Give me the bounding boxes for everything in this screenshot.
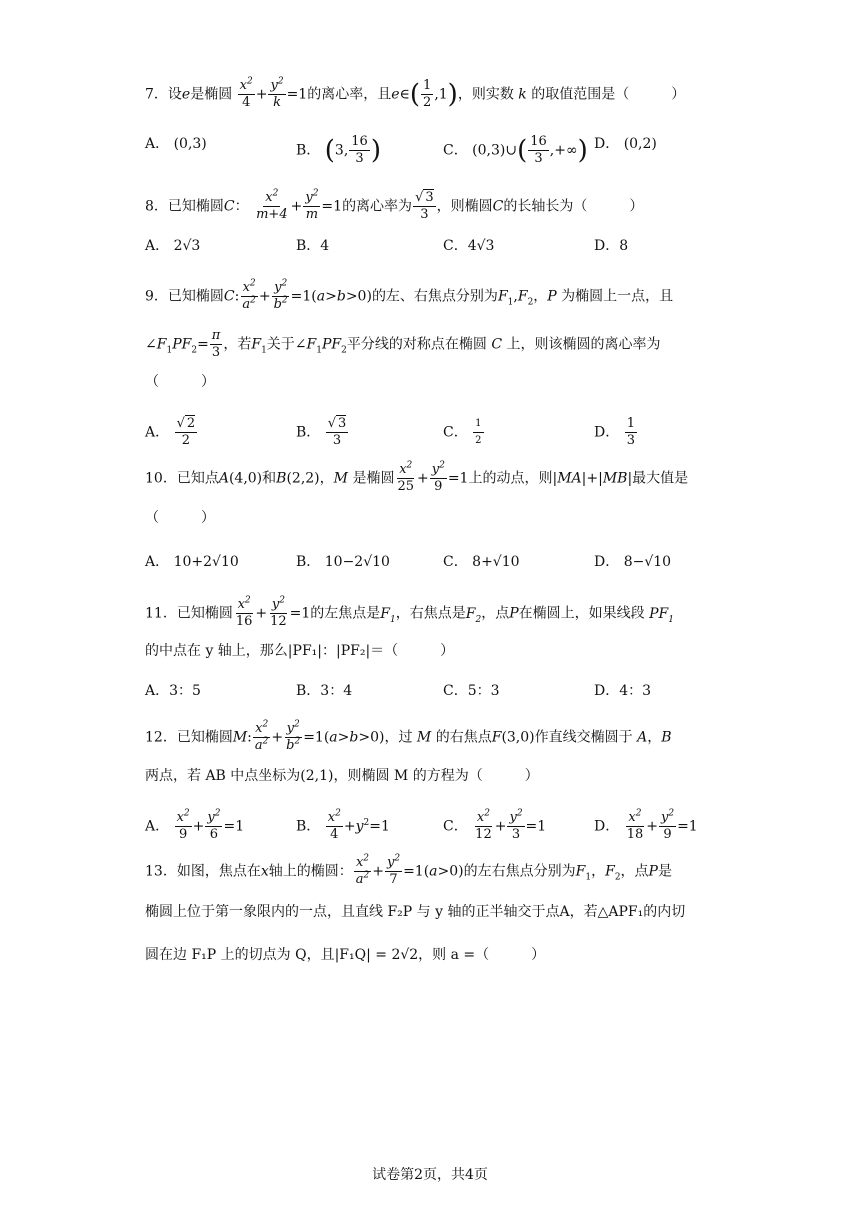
q9-text: ，若 [223, 336, 252, 353]
question-9-line2: $\angle F_1PF_2=$ $\frac{\pi}{3}$ ，若$F_1$关于$\angle F_1PF_2$平分线的对称点在椭圆 C 上，则该椭圆的离心率为 [145, 328, 661, 360]
q12-text: 两点，若 AB 中点坐标为(2,1)，则椭圆 M 的方程为（ ） [145, 768, 539, 784]
q8-c: C [223, 198, 235, 215]
opt-value: 10+2√10 [173, 554, 239, 570]
question-8-stem: 8．已知椭圆C： $\frac{x^2}{m+4}$ + $\frac{y^2}{m}$ =1的离心率为 $\frac{√ 3}{3}$ ，则椭圆C的长轴长为（ ） [145, 188, 644, 222]
q10-option-a[interactable] [145, 552, 239, 572]
q9-angle: $\frac{\pi}{3}$ [211, 328, 221, 360]
opt-value: 3, [334, 142, 349, 159]
opt-value: (0,3)∪ [472, 142, 518, 159]
page-footer: 试卷第2页，共4页 [372, 1167, 488, 1183]
q12-option-d[interactable]: D． $\frac{x^2}{18}$ + $\frac{y^2}{9}$ =1 [594, 808, 698, 842]
question-9-line1: 9．已知椭圆C: $\frac{x^2}{a^2}$ + $\frac{y^2}{b^2}$ =1(a>b>0)的左、右焦点分别为$F_1,F_2$，P 为椭圆上一点，且 [145, 278, 674, 312]
question-12-line2 [145, 766, 539, 786]
q9-text: 为椭圆上一点，且 [561, 288, 674, 305]
q9-option-a[interactable]: A． $\frac{√ 2}{2}$ [145, 416, 196, 448]
opt-label: A． [145, 424, 170, 441]
q7-k: k [518, 86, 527, 103]
opt-value: 3：4 [320, 683, 353, 699]
q13-text: 圆在边 F₁P 上的切点为 Q，且|F₁Q| = 2√2，则 a =（ ） [145, 947, 546, 963]
opt-label: C． [443, 424, 468, 441]
opt-value: 10−2√10 [324, 554, 390, 570]
q8-tail: ，则椭圆 [436, 198, 493, 215]
opt-label: A． [145, 554, 170, 570]
opt-label: C． [443, 238, 468, 254]
opt-value: 4：3 [619, 683, 652, 699]
q9-text: （ ） [145, 374, 215, 390]
q13-text: 是 [657, 863, 672, 880]
q11-option-d[interactable] [594, 681, 651, 701]
q8-c2: C [492, 198, 504, 215]
opt-value: 5：3 [467, 683, 500, 699]
q8-ecc: $\frac{√ 3}{3}$ [415, 190, 434, 222]
q9-text: 关于 [266, 336, 295, 353]
q9-text: 平分线的对称点在椭圆 [346, 336, 487, 353]
question-9-line3 [145, 372, 215, 392]
question-10-line2 [145, 508, 215, 528]
q10-text: 上的动点，则 [468, 470, 553, 487]
question-13-line1: 13．如图，焦点在x轴上的椭圆： $\frac{x^2}{a^2}$ + $\frac{y^2}{7}$ =1(a>0)的左右焦点分别为$F_1$，$F_2$，点P是 [145, 853, 672, 887]
opt-label: D． [594, 683, 620, 699]
q12-text: 的右焦点 [435, 729, 492, 746]
opt-value: 4 [320, 238, 330, 254]
q9-text: 上，则该椭圆的离心率为 [506, 336, 661, 353]
q13-text: 的左右焦点分别为 [463, 863, 576, 880]
q7-option-d[interactable] [594, 134, 657, 154]
q7-lead: 7．设 [145, 86, 182, 103]
q7-rate: 的离心率，且 [307, 86, 392, 103]
opt-label: A． [145, 136, 170, 152]
question-10-line1: 10．已知点A(4,0)和B(2,2)，M 是椭圆 $\frac{x^2}{25}$ + $\frac{y^2}{9}$ =1上的动点，则|MA|+|MB|最大值是 [145, 460, 689, 494]
q9-text: 的左、右焦点分别为 [371, 288, 498, 305]
q11-text: 的左焦点是 [310, 605, 381, 622]
opt-value: 8−√10 [623, 554, 672, 570]
q11-option-b[interactable] [296, 681, 352, 701]
opt-label: A． [145, 683, 170, 699]
question-12-line1: 12．已知椭圆M: $\frac{x^2}{a^2}$ + $\frac{y^2}{b^2}$ =1(a>b>0)，过 M 的右焦点F(3,0)作直线交椭圆于 A，B [145, 719, 672, 753]
q7-option-a[interactable] [145, 134, 207, 154]
q9-text: ， [533, 288, 548, 305]
q8-option-c[interactable] [443, 236, 494, 256]
q7-range: ，则实数 [457, 86, 514, 103]
q12-text: 作直线交椭圆于 [534, 729, 633, 746]
q8-option-b[interactable] [296, 236, 329, 256]
question-7-stem: 7．设e是椭圆 $\frac{x^2}{4}$ + $\frac{y^2}{k}$ =1的离心率，且e∈( $\frac{1}{2}$ ,1)，则实数 k 的取值范围是（ ） [145, 76, 686, 110]
q11-text: 的中点在 y 轴上，那么|PF₁|：|PF₂|＝（ ） [145, 643, 455, 659]
q13-text: 轴上的椭圆： [268, 863, 353, 880]
opt-label: C． [443, 818, 468, 835]
opt-value: 8 [619, 238, 629, 254]
question-13-line3 [145, 945, 545, 965]
opt-label: C． [443, 142, 468, 159]
q8-lead: 8．已知椭圆 [145, 198, 224, 215]
q13-text: 椭圆上位于第一象限内的一点，且直线 F₂P 与 y 轴的正半轴交于点A，若△APF₁的内切 [145, 904, 686, 920]
question-13-line2 [145, 902, 685, 922]
q7-eq: =1 [286, 86, 308, 103]
q12-text: ，过 [384, 729, 413, 746]
q9-option-d[interactable]: D． $\frac{1}{3}$ [594, 416, 635, 448]
opt-value: 4√3 [467, 238, 495, 254]
question-11-line2 [145, 641, 454, 661]
q7-tail: 的取值范围是（ ） [531, 86, 686, 103]
q10-option-b[interactable] [296, 552, 390, 572]
opt-label: B． [296, 238, 321, 254]
q12-option-c[interactable]: C． $\frac{x^2}{12}$ + $\frac{y^2}{3}$ =1 [443, 808, 547, 842]
q12-text: 12．已知椭圆 [145, 729, 233, 746]
opt-label: B． [296, 818, 321, 835]
q8-option-a[interactable] [145, 236, 200, 256]
q10-text: ， [319, 470, 334, 487]
q10-text: 和 [262, 470, 277, 487]
q8-frac-x: $\frac{x^2}{m+4}$ [256, 188, 288, 222]
opt-label: A． [145, 238, 170, 254]
q7-e: e [181, 86, 191, 103]
q11-text: ，右焦点是 [395, 605, 466, 622]
q10-text: 最大值是 [632, 470, 689, 487]
opt-value: 8+√10 [472, 554, 520, 570]
q13-text: ，点 [620, 863, 649, 880]
q7-half: $\frac{1}{2}$ [423, 78, 432, 110]
opt-label: D． [594, 818, 620, 835]
q11-text: 11．已知椭圆 [145, 605, 233, 622]
q9-frac-y: $\frac{y^2}{b^2}$ [273, 278, 288, 312]
q7-option-b[interactable]: B． (3, $\frac{16}{3}$ ) [296, 134, 381, 166]
opt-value-tail: ,+∞ [549, 142, 578, 159]
q10-option-d[interactable] [594, 552, 671, 572]
opt-label: D． [594, 238, 620, 254]
q10-text: （ ） [145, 510, 215, 526]
opt-label: B． [296, 424, 321, 441]
q7-frac-x: $\frac{x^2}{4}$ [239, 76, 253, 110]
q12-option-a[interactable]: A． $\frac{x^2}{9}$ + $\frac{y^2}{6}$ =1 [145, 808, 245, 842]
q13-text: 13．如图，焦点在 [145, 863, 261, 880]
q11-option-a[interactable] [145, 681, 201, 701]
q8-option-d[interactable] [594, 236, 628, 256]
opt-label: D． [594, 554, 620, 570]
q11-text: ，点 [481, 605, 510, 622]
opt-value: (0,2) [623, 136, 657, 152]
opt-label: A． [145, 818, 170, 835]
q11-text: 在椭圆上，如果线段 [518, 605, 645, 622]
q7-in: e∈ [391, 86, 410, 103]
q9-frac-x: $\frac{x^2}{a^2}$ [242, 278, 256, 312]
q8-frac-y: $\frac{y^2}{m}$ [305, 188, 319, 222]
q8-rate: 的离心率为 [342, 198, 413, 215]
q9-option-b[interactable]: B． $\frac{√ 3}{3}$ [296, 416, 347, 448]
opt-value: 3：5 [169, 683, 201, 699]
q10-option-c[interactable] [443, 552, 520, 572]
question-11-line1: 11．已知椭圆 $\frac{x^2}{16}$ + $\frac{y^2}{12}$ =1的左焦点是$F_1$，右焦点是$F_2$，点P在椭圆上，如果线段 $PF_1$ [145, 595, 674, 629]
q8-tail2: 的长轴长为（ ） [503, 198, 644, 215]
q7-option-c[interactable]: C． (0,3)∪( $\frac{16}{3}$ ,+∞) [443, 134, 588, 166]
opt-label: D． [594, 424, 620, 441]
q10-text: 是椭圆 [352, 470, 395, 487]
q9-text: 9．已知椭圆 [145, 288, 224, 305]
q7-frac-y: $\frac{y^2}{k}$ [270, 76, 284, 110]
opt-value: 2√3 [173, 238, 201, 254]
q7-ellipse-text: 是椭圆 [190, 86, 233, 103]
q9-option-c[interactable]: C． $\frac{1}{2}$ [443, 418, 482, 446]
opt-label: D． [594, 136, 620, 152]
opt-label: B． [296, 142, 321, 159]
opt-label: C． [443, 554, 468, 570]
opt-label: C． [443, 683, 468, 699]
opt-value: (0,3) [173, 136, 207, 152]
opt-label: B． [296, 683, 321, 699]
opt-label: B． [296, 554, 321, 570]
q10-text: 10．已知点 [145, 470, 219, 487]
q11-option-c[interactable] [443, 681, 500, 701]
q12-option-b[interactable]: B． $\frac{x^2}{4}$ $+y^2=1$ [296, 808, 390, 842]
